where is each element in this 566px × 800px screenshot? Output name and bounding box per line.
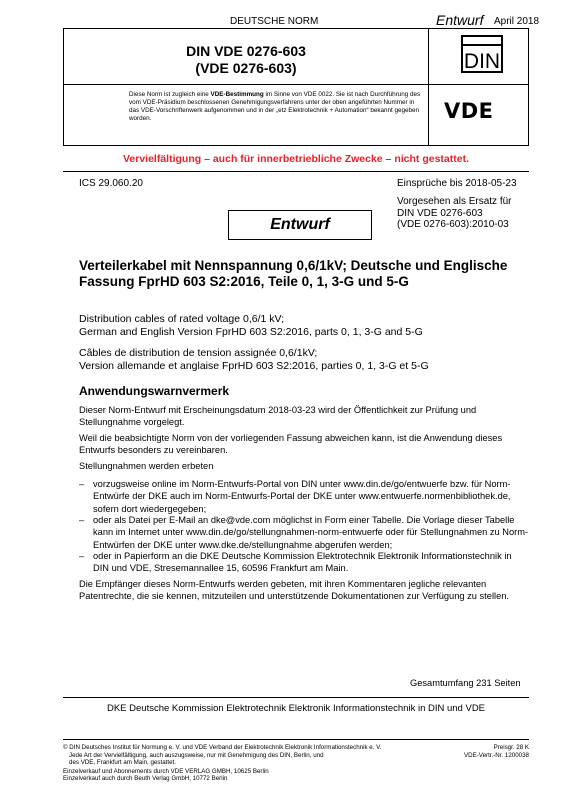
french-title: Câbles de distribution de tension assignée 0,6/1kV; Version allemande et anglaise FprHD 603 S2:2016, parties 0, 1, 3-G et 5-G (79, 347, 429, 372)
header-box (63, 28, 529, 146)
divider (63, 739, 529, 740)
divider (63, 697, 529, 698)
dke-line: DKE Deutsche Kommission Elektrotechnik Elektronik Informationstechnik in DIN und VDE (106, 703, 486, 714)
paragraph: Die Empfänger dieses Norm-Entwurfs werden gebeten, mit ihren Kommentaren jegliche relevanten Patentrechte, die sie kennen, mitzuteilen und unterstützende Dokumentationen zur Verfügung zu stellen. (79, 579, 509, 602)
din-logo (461, 35, 503, 73)
vde-logo: VDE (444, 99, 494, 123)
reproduction-warning: Vervielfältigung – auch für innerbetriebliche Zwecke – nicht gestattet. (122, 153, 469, 165)
paragraph: Dieser Norm-Entwurf mit Erscheinungsdatum 2018-03-23 wird der Öffentlichkeit zur Prüfung und Stellungnahme vorgelegt. (79, 405, 477, 428)
paragraph: Weil die beabsichtigte Norm von der vorliegenden Fassung abweichen kann, ist die Anwendung dieses Entwurfs besonders zu vereinbaren. (79, 433, 503, 456)
replacement-note: Vorgesehen als Ersatz für DIN VDE 0276-603 (VDE 0276-603):2010-03 (397, 196, 512, 230)
vde-number: (VDE 0276-603) (195, 60, 297, 76)
footer-copyright: © DIN Deutsches Institut für Normung e. V. und VDE Verband der Elektrotechnik Elektronik Informationstechnik e. V. Jede Art der Vervielfältigung, auch auszugsweise, nur mit Genehmigung des DIN, Berlin, und des VDE, Frankfurt am Main, gestattet. Einzelverkauf und Abonnements durch VDE VERLAG GMBH, 10625 Berlin Einzelverkauf auch durch Beuth Verlag GmbH, 10772 Berlin (63, 744, 382, 783)
ics-code: ICS 29.060.20 (79, 178, 143, 189)
svg-text:DIN: DIN (463, 50, 501, 73)
vde-notice: Diese Norm ist zugleich eine VDE-Bestimmung im Sinne von VDE 0022. Sie ist nach Durchführung des vom VDE-Präsidium beschlossenen Genehmigungsverfahrens unter der oben angeführten Nummer in das VDE-Vorschriftenwerk aufgenommen und in der „etz Elektrotechnik + Automation“ bekannt gegeben worden. (129, 91, 421, 122)
objection-deadline: Einsprüche bis 2018-05-23 (397, 178, 517, 189)
page-count: Gesamtumfang 231 Seiten (410, 678, 521, 688)
paragraph: Stellungnahmen werden erbeten (79, 461, 214, 471)
footer-price: Preisgr. 28 K VDE-Vertr.-Nr. 1200038 (464, 744, 529, 759)
draft-label: Entwurf (436, 12, 484, 28)
section-heading: Anwendungswarnvermerk (79, 384, 230, 398)
german-title: Verteilerkabel mit Nennspannung 0,6/1kV; Deutsche und Englische Fassung FprHD 603 S2:2016, Teile 0, 1, 3-G und 5-G (79, 258, 508, 289)
document-number: DIN VDE 0276-603 (186, 43, 306, 59)
issue-date: April 2018 (494, 16, 540, 27)
draft-box: Entwurf (228, 210, 372, 240)
norm-type: DEUTSCHE NORM (230, 16, 319, 27)
english-title: Distribution cables of rated voltage 0,6/1 kV; German and English Version FprHD 603 S2:2016, parts 0, 1, 3-G and 5-G (79, 313, 423, 338)
divider (63, 171, 529, 172)
